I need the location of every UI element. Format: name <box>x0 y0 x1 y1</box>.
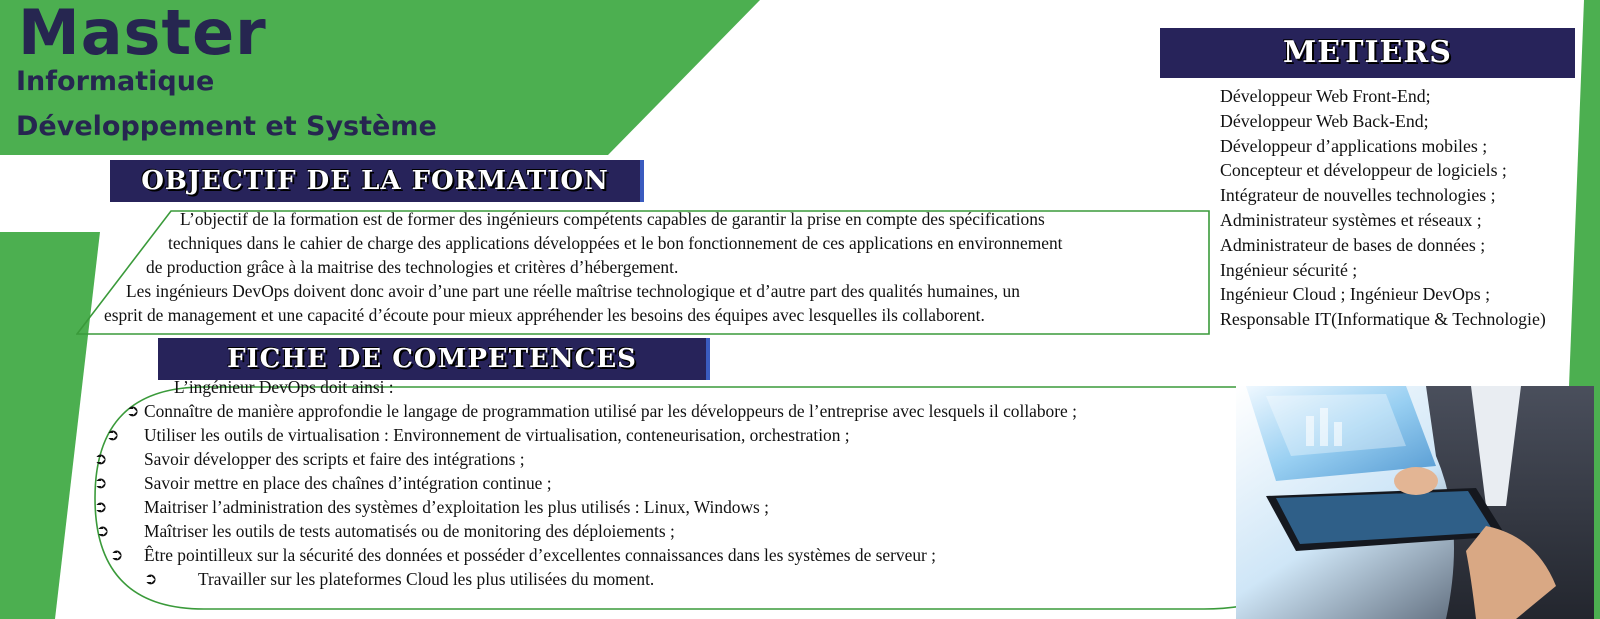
metier-item: Administrateur de bases de données ; <box>1220 234 1486 255</box>
arrow-bullet-icon: ➲ <box>144 569 158 588</box>
master-subtitle-specialty: Développement et Système <box>16 111 437 142</box>
metier-item: Ingénieur Cloud ; Ingénieur DevOps ; <box>1220 284 1491 305</box>
arrow-bullet-icon: ➲ <box>126 401 140 420</box>
arrow-bullet-icon: ➲ <box>94 473 108 492</box>
competence-item: Utiliser les outils de virtualisation : Environnement de virtualisation, conteneurisation, orchestration ; <box>144 425 850 445</box>
competence-item: Savoir mettre en place des chaînes d’intégration continue ; <box>144 473 552 493</box>
objectif-text-line: Les ingénieurs DevOps doivent donc avoir d’une part une réelle maîtrise technologique et d’autre part des qualités humaines, un <box>126 281 1020 301</box>
arrow-bullet-icon: ➲ <box>94 497 108 516</box>
fiche-panel <box>94 377 1334 610</box>
metier-item: Responsable IT(Informatique & Technologie) <box>1220 309 1546 330</box>
competence-item: Maîtriser les outils de tests automatisés ou de monitoring des déploiements ; <box>144 521 675 541</box>
metier-item: Concepteur et développeur de logiciels ; <box>1220 160 1507 181</box>
arrow-bullet-icon: ➲ <box>96 521 110 540</box>
fiche-heading: FICHE DE COMPETENCES <box>158 338 710 380</box>
businessman-tablet-illustration <box>1236 386 1594 619</box>
master-subtitle-informatique: Informatique <box>16 66 215 97</box>
metier-item: Intégrateur de nouvelles technologies ; <box>1220 185 1496 206</box>
objectif-text-line: L’objectif de la formation est de former des ingénieurs compétents capables de garantir la prise en compte des spécifications <box>180 209 1045 229</box>
metiers-list <box>1220 84 1546 332</box>
objectif-text-line: techniques dans le cahier de charge des applications développées et le bon fonctionnement de ces applications en environnement <box>168 233 1063 253</box>
competence-item: Connaître de manière approfondie le langage de programmation utilisé par les développeurs de l’entreprise avec lesquels il collabore ; <box>144 401 1077 421</box>
competence-item: Savoir développer des scripts et faire des intégrations ; <box>144 449 525 469</box>
arrow-bullet-icon: ➲ <box>110 545 124 564</box>
metier-item: Développeur Web Front-End; <box>1220 86 1431 106</box>
metier-item: Développeur Web Back-End; <box>1220 110 1429 131</box>
objectif-panel <box>76 210 1210 335</box>
objectif-heading: OBJECTIF DE LA FORMATION <box>110 160 644 202</box>
master-title: Master <box>18 0 267 69</box>
objectif-text-line: esprit de management et une capacité d’écoute pour mieux appréhender les besoins des équipes avec lesquelles ils collaborent. <box>104 305 985 325</box>
arrow-bullet-icon: ➲ <box>94 449 108 468</box>
metiers-heading: METIERS <box>1160 28 1575 78</box>
competence-item: Maitriser l’administration des systèmes d’exploitation les plus utilisés : Linux, Windows ; <box>144 497 769 517</box>
metier-item: Ingénieur sécurité ; <box>1220 259 1358 280</box>
competence-item: Être pointilleux sur la sécurité des données et posséder d’excellentes connaissances dans les systèmes de serveur ; <box>144 545 936 565</box>
competence-item: Travailler sur les plateformes Cloud les plus utilisées du moment. <box>198 569 655 589</box>
metier-item: Administrateur systèmes et réseaux ; <box>1220 209 1482 230</box>
metier-item: Développeur d’applications mobiles ; <box>1220 135 1488 156</box>
arrow-bullet-icon: ➲ <box>106 425 120 444</box>
objectif-text-line: de production grâce à la maitrise des technologies et critères d’hébergement. <box>146 257 679 277</box>
fiche-intro: L’ingénieur DevOps doit ainsi : <box>174 377 394 397</box>
